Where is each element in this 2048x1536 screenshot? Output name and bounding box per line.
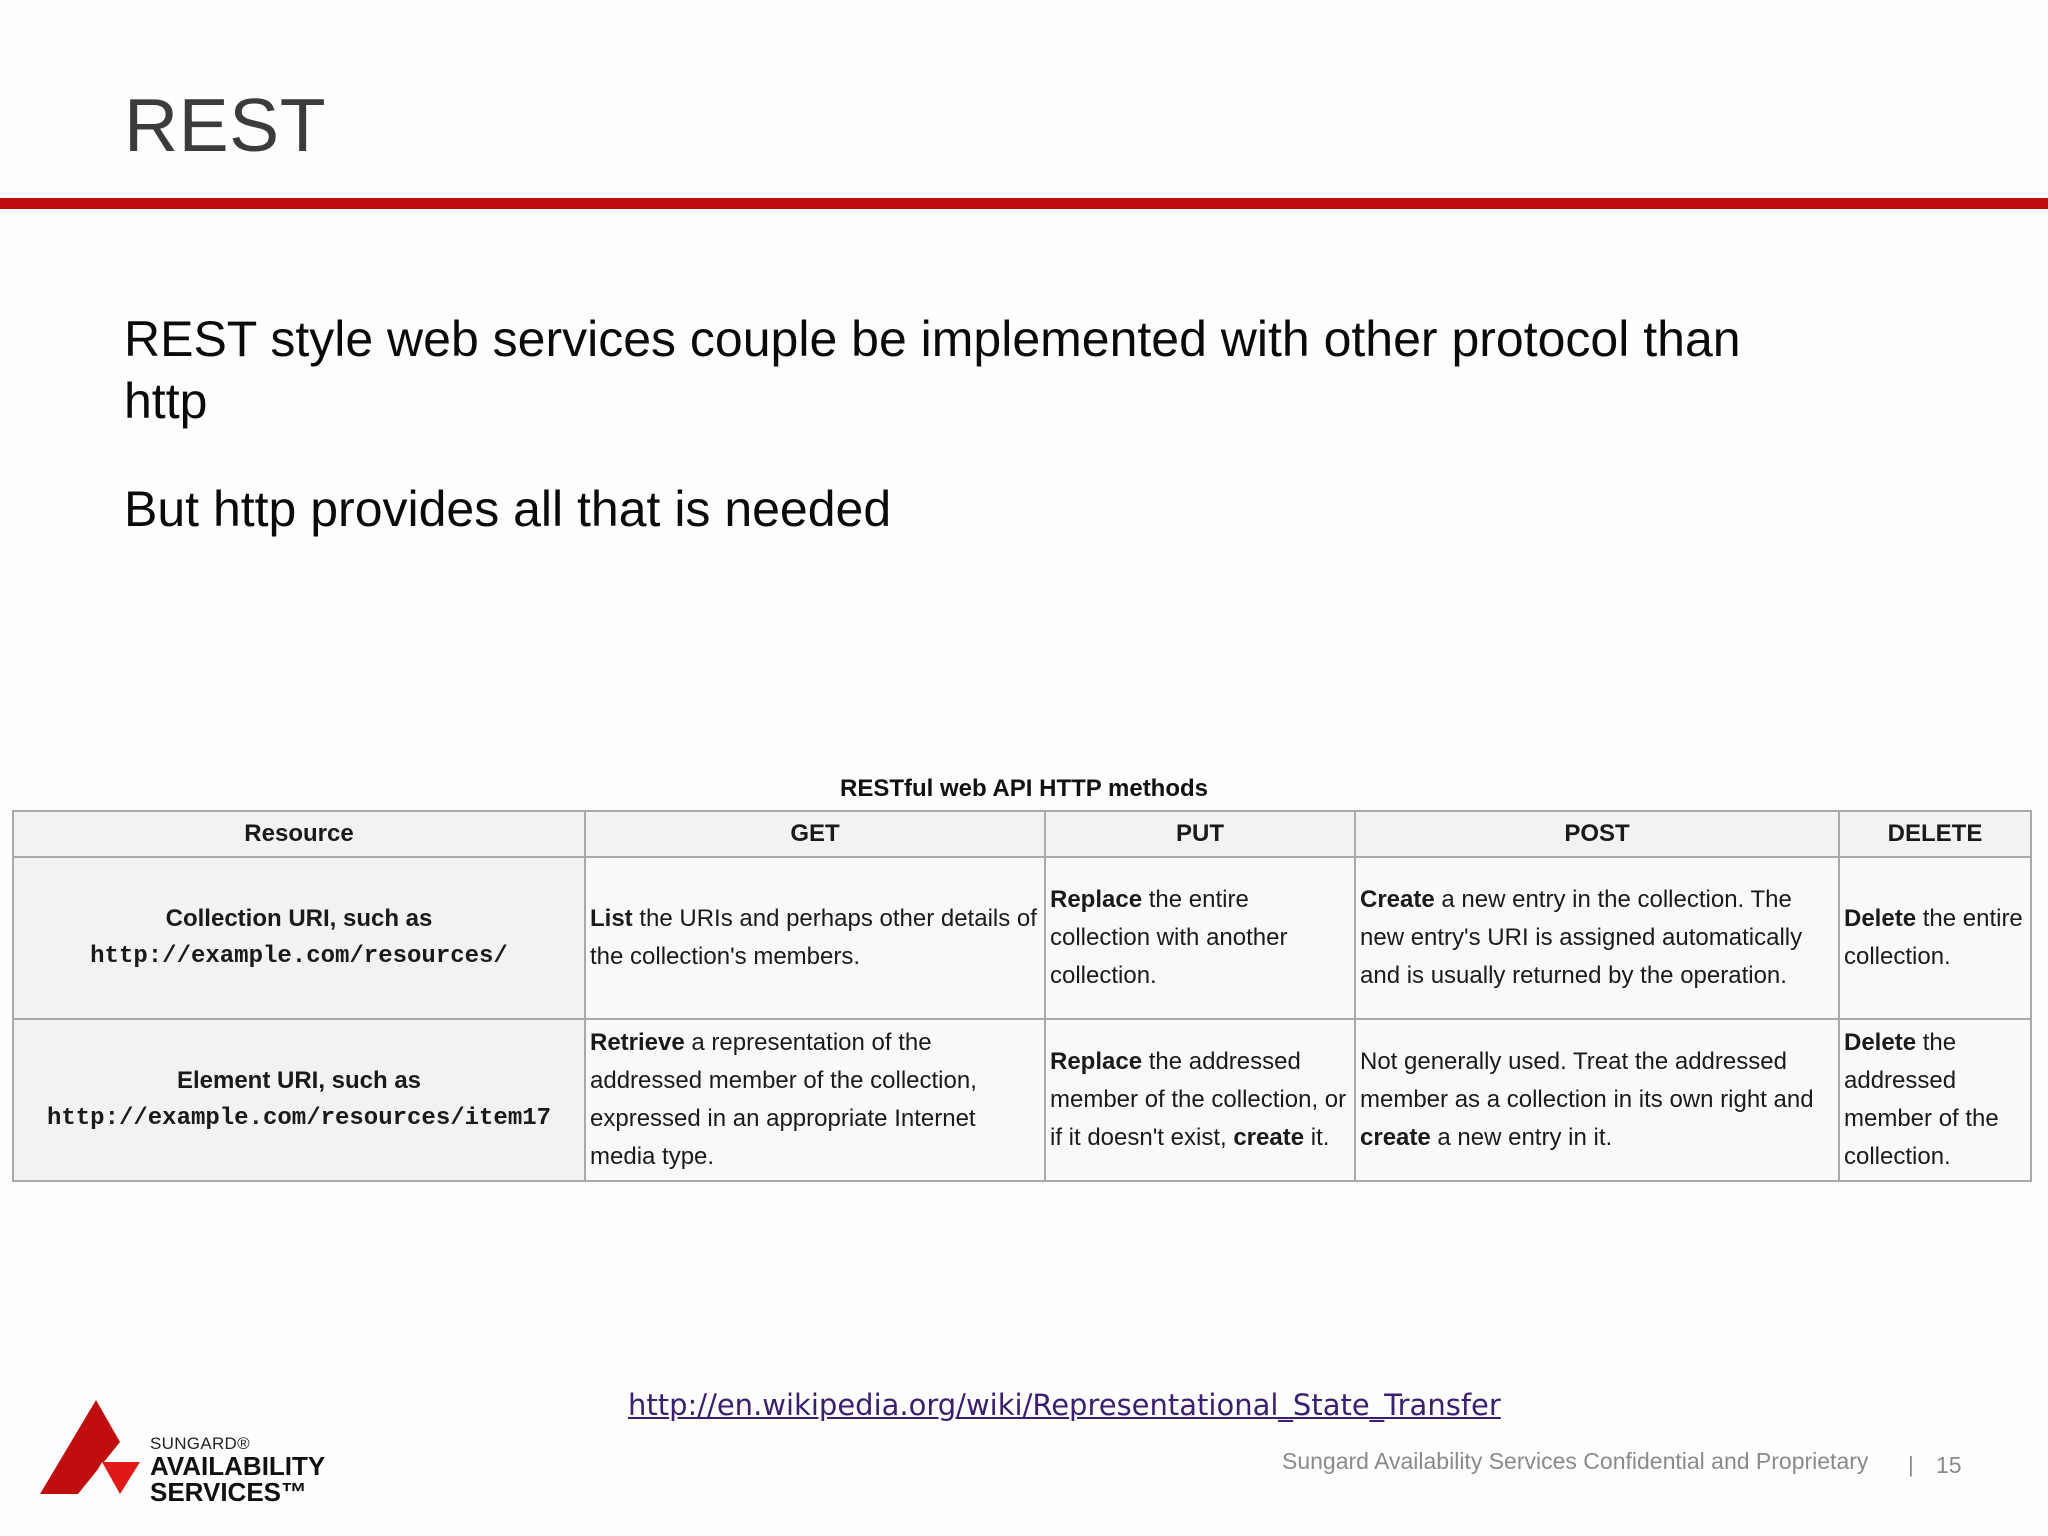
method-verb: create (1233, 1124, 1305, 1151)
method-description: the entire collection. (1844, 905, 2023, 970)
logo-text-availability: AVAILABILITY (150, 1451, 326, 1481)
method-verb: Delete (1844, 905, 1917, 932)
post-cell (1355, 1019, 1839, 1181)
resource-uri: http://example.com/resources/item17 (46, 1105, 552, 1132)
method-description: a new entry in it. (1430, 1124, 1613, 1151)
resource-cell (13, 857, 585, 1019)
http-methods-table (12, 810, 2032, 1182)
method-description: the URIs and perhaps other details of the collection's members. (590, 905, 1037, 970)
put-cell (1045, 857, 1355, 1019)
method-verb: List (590, 905, 633, 932)
company-logo (40, 1400, 340, 1510)
footer-confidential: Sungard Availability Services Confidential and Proprietary (1282, 1448, 1869, 1474)
header-post: POST (1355, 811, 1839, 857)
title-divider (0, 198, 2048, 209)
method-verb: Replace (1050, 1048, 1143, 1075)
header-get: GET (585, 811, 1045, 857)
header-delete: DELETE (1839, 811, 2031, 857)
delete-cell (1839, 857, 2031, 1019)
method-verb: Delete (1844, 1029, 1917, 1056)
method-description: Not generally used. Treat the addressed member as a collection in its own right and (1360, 1048, 1814, 1113)
delete-cell (1839, 1019, 2031, 1181)
header-put: PUT (1045, 811, 1355, 857)
method-description: it. (1304, 1124, 1330, 1151)
table-header-row (13, 811, 2031, 857)
sungard-logo-icon (40, 1400, 140, 1500)
table-caption: RESTful web API HTTP methods (839, 775, 1209, 802)
resource-label: Element URI, such as (176, 1067, 422, 1094)
get-cell (585, 857, 1045, 1019)
method-verb: Create (1360, 886, 1435, 913)
method-description: the addressed member of the collection, or if it doesn't exist, (1050, 1048, 1347, 1151)
method-verb: Retrieve (590, 1029, 685, 1056)
source-link[interactable]: http://en.wikipedia.org/wiki/Representational_State_Transfer (628, 1388, 1501, 1422)
put-cell (1045, 1019, 1355, 1181)
logo-text-services: SERVICES™ (150, 1477, 308, 1507)
method-description: the entire collection with another collection. (1050, 886, 1288, 989)
bullet-point: But http provides all that is needed (124, 481, 892, 537)
table-row (13, 857, 2031, 1019)
bullet-point: REST style web services couple be implemented with other protocol than http (124, 311, 1741, 429)
method-description: the addressed member of the collection. (1844, 1029, 1999, 1170)
header-resource: Resource (13, 811, 585, 857)
method-description: a representation of the addressed member of the collection, expressed in an appropriate Internet media type. (590, 1029, 977, 1170)
method-description: a new entry in the collection. The new entry's URI is assigned automatically and is usually returned by the operation. (1360, 886, 1803, 989)
method-verb: create (1360, 1124, 1431, 1151)
resource-cell (13, 1019, 585, 1181)
slide-title: REST (124, 83, 327, 167)
footer-separator: | (1908, 1452, 1914, 1477)
resource-label: Collection URI, such as (165, 905, 433, 932)
page-number: 15 (1936, 1452, 1962, 1478)
get-cell (585, 1019, 1045, 1181)
table-row (13, 1019, 2031, 1181)
post-cell (1355, 857, 1839, 1019)
method-verb: Replace (1050, 886, 1143, 913)
resource-uri: http://example.com/resources/ (90, 943, 508, 970)
logo-text-sungard: SUNGARD® (150, 1434, 250, 1453)
